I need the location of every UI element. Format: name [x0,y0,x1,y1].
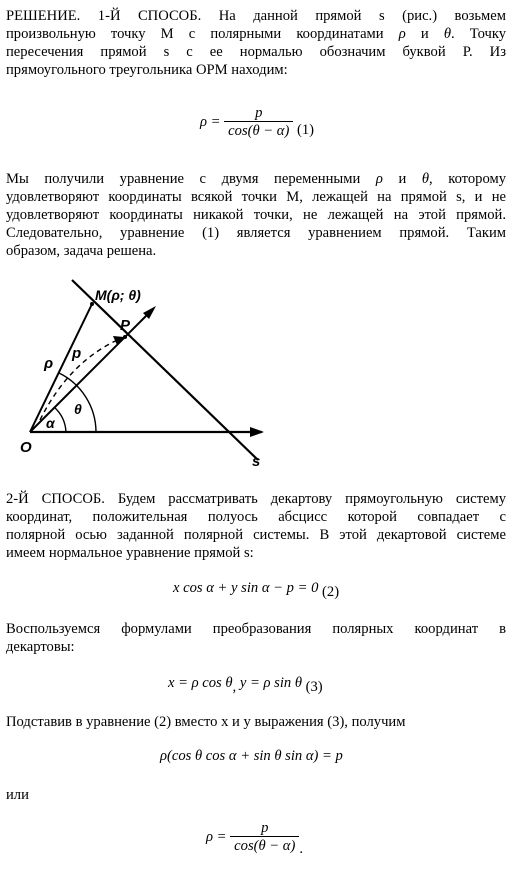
equation-2 [173,580,340,600]
equation-separator: , [232,679,237,695]
axis-arrowhead [250,427,264,437]
paragraph-or [6,786,506,804]
text-line: Следовательно, уравнение (1) является уравнением прямой. Таким [6,225,506,241]
label-M: M(ρ; θ) [95,287,141,303]
geometry-figure [0,270,300,470]
text-line: прямоугольного треугольника ОРМ находим: [6,62,288,78]
equation-1 [200,105,314,140]
fraction-denominator: cos(θ − α) [234,838,296,854]
text-line: РЕШЕНИЕ. 1-Й СПОСОБ. На данной прямой s (рис.) возьмем [6,8,506,24]
text-line [6,170,506,188]
label-s: s [252,453,261,470]
text-span: и [420,26,429,42]
text-line: координат, положительная полуось абсцисс которой совпадает с [6,509,506,525]
equation-number: (1) [296,121,315,138]
text-line: Воспользуемся формулами преобразования полярных координат в [6,621,506,637]
theta-symbol: θ [421,171,430,187]
fraction [224,105,293,140]
equation-number: (2) [322,584,340,600]
text-span: , которому [429,171,507,187]
point-P [123,335,127,339]
equation-y: y = ρ sin θ [239,675,302,691]
fraction-denominator: cos(θ − α) [228,123,290,139]
equation-period: . [299,840,303,857]
equation-lhs: ρ = [200,113,221,130]
equation-expression: ρ(cos θ cos α + sin θ sin α) = p [160,748,343,764]
paragraph-method-1 [6,7,506,79]
text-line: 2-Й СПОСОБ. Будем рассматривать декартову прямоугольную систему [6,491,506,507]
text-span: произвольную точку М с полярными координатами [6,26,384,42]
text-span: . Точку [450,26,507,42]
rho-symbol: ρ [398,26,406,42]
label-alpha: α [46,415,55,431]
text-line: пересечения прямой s с ее нормалью обозначим буквой Р. Из [6,44,506,60]
fraction [230,820,299,855]
text-line: или [6,787,29,803]
label-rho: ρ [44,355,54,372]
fraction-numerator: p [224,105,293,122]
fraction-numerator: p [230,820,299,837]
paragraph-substitute [6,713,506,731]
text-line [6,25,506,43]
radius-vector [30,304,92,432]
label-O: O [20,439,32,456]
text-span: Мы получили уравнение с двумя переменными [6,171,361,187]
text-line: удовлетворяют координаты никакой точки, не лежащей на этой прямой. [6,207,506,223]
label-P: P [120,317,131,334]
rho-symbol: ρ [375,171,383,187]
equation-4 [160,748,343,765]
paragraph-conclusion [6,170,506,260]
paragraph-transform [6,620,506,656]
equation-lhs: ρ = [206,828,227,845]
text-span: и [398,171,407,187]
label-theta: θ [74,401,82,417]
equation-3 [168,675,323,695]
equation-number: (3) [305,679,323,695]
theta-symbol: θ [443,26,451,42]
text-line: образом, задача решена. [6,243,157,259]
point-M [90,302,94,306]
equation-5 [206,820,303,855]
text-line: имеем нормальное уравнение прямой s: [6,545,254,561]
text-line: полярной осью заданной полярной системы. В этой декартовой системе [6,527,506,543]
paragraph-method-2 [6,490,506,562]
text-line: удовлетворяют координаты всякой точки М, лежащей на прямой s, и не [6,189,506,205]
text-line: Подставив в уравнение (2) вместо х и у выражения (3), получим [6,714,406,730]
equation-x: x = ρ cos θ [168,675,233,691]
text-line: декартовы: [6,639,75,655]
equation-expression: x cos α + y sin α − p = 0 [173,580,319,596]
label-p: p [72,345,82,362]
alpha-arc [54,407,66,432]
